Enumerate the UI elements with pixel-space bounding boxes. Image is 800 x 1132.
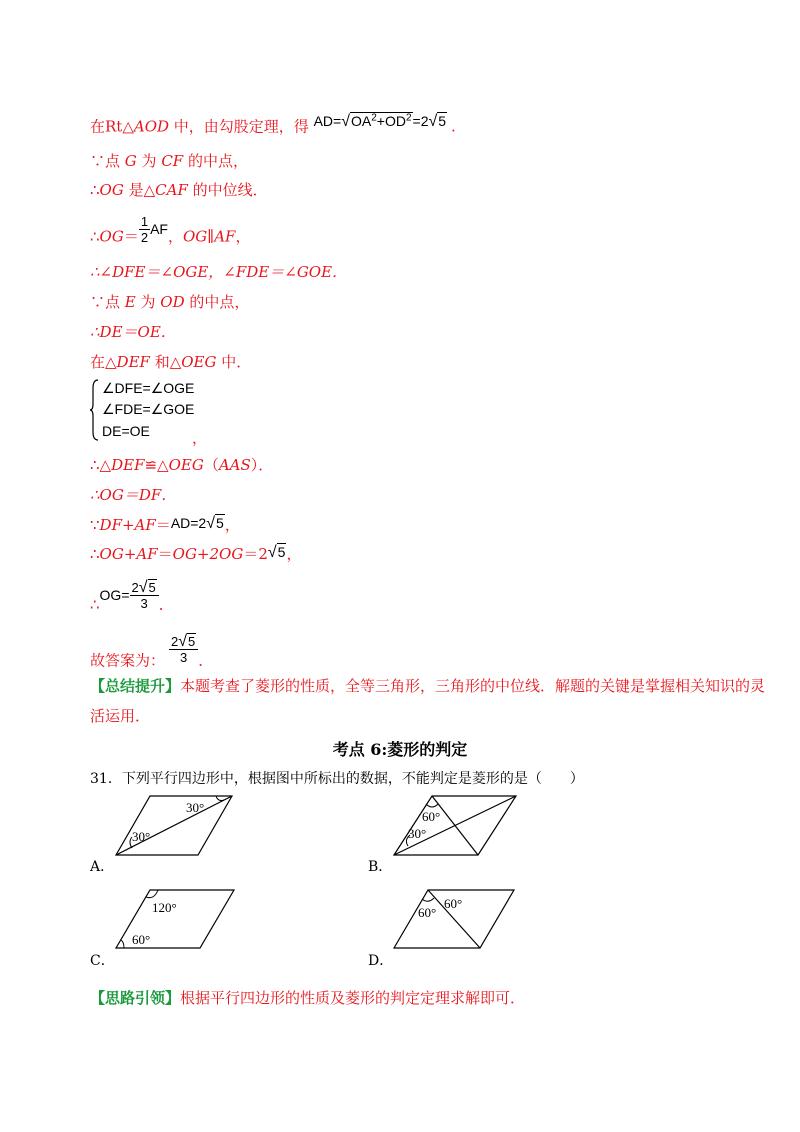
angle-label-b2: 30° — [408, 826, 427, 841]
summary-line-1: 【总结提升】本题考查了菱形的性质，全等三角形，三角形的中位线．解题的关键是掌握相关知识的灵 — [90, 677, 766, 695]
figure-b — [388, 790, 528, 862]
section-title: 考点 6:菱形的判定 — [332, 740, 468, 759]
angle-label-d1: 60° — [444, 896, 463, 911]
question-number: 31． — [90, 771, 122, 787]
option-b-label[interactable]: B． — [368, 859, 393, 875]
angle-label-c1: 120° — [152, 900, 177, 915]
equation-3: DE=OE — [102, 423, 150, 439]
fraction-answer: $\frac{2√5}{3}$ — [169, 634, 198, 665]
angle-label-b1: 60° — [422, 809, 441, 824]
pythagoras-formula: $AD=√OA^2+OD^2=2√5$ — [313, 112, 447, 130]
solution-line-6: ∵点 E 为 OD 的中点， — [90, 293, 250, 311]
solution-line-4: ∴OG＝ $\frac{1}{2}$ AF，OG∥AF， — [90, 214, 251, 246]
equation-system — [90, 378, 200, 442]
system-comma: ， — [192, 429, 208, 447]
equation-2: ∠FDE=∠GOE — [102, 401, 195, 417]
left-brace — [90, 378, 100, 442]
hint-line — [90, 988, 525, 1008]
hint-text: 根据平行四边形的性质及菱形的判定定理求解即可． — [180, 989, 526, 1007]
solution-line-11: ∵DF+AF＝AD=2√5， — [90, 515, 240, 534]
summary-tag: 【总结提升】 — [90, 677, 181, 695]
fraction-og: $\frac{2√5}{3}$ — [130, 580, 159, 611]
question-31 — [90, 768, 584, 788]
solution-line-5: ∴∠DFE＝∠OGE，∠FDE＝∠GOE． — [90, 263, 348, 281]
solution-line-13: ∴OG= $\frac{2√5}{3}$ ． — [90, 579, 174, 614]
solution-line-10: ∴OG＝DF． — [90, 486, 177, 504]
angle-label-d2: 60° — [418, 905, 437, 920]
solution-line-7: ∴DE＝OE． — [90, 323, 176, 341]
figure-d — [390, 886, 530, 954]
solution-line-12: ∴OG+AF＝OG+2OG＝2√5， — [90, 544, 302, 563]
solution-line-2: ∵点 G 为 CF 的中点， — [90, 152, 248, 170]
option-c-label[interactable]: C． — [90, 953, 115, 969]
angle-label-c2: 60° — [132, 932, 151, 947]
solution-line-3: ∴OG 是△CAF 的中位线． — [90, 181, 268, 199]
angle-label-a1: 30° — [186, 800, 205, 815]
equation-1: ∠DFE=∠OGE — [102, 380, 195, 396]
fraction-half: $\frac{1}{2}$ — [140, 214, 149, 245]
option-d-label[interactable]: D． — [368, 953, 394, 969]
figure-c — [110, 886, 240, 954]
angle-label-a2: 30° — [132, 829, 151, 844]
summary-line-2: 活运用． — [90, 707, 151, 725]
solution-line-1: 在Rt△AOD 中，由勾股定理，得 $AD=√OA^2+OD^2=2√5$ . — [90, 112, 456, 136]
hint-tag: 【思路引领】 — [90, 989, 181, 1007]
solution-line-14: 故答案为： $\frac{2√5}{3}$ ． — [90, 633, 214, 670]
option-a-label[interactable]: A． — [90, 859, 115, 875]
question-text: 下列平行四边形中，根据图中所标出的数据，不能判定是菱形的是（ ） — [121, 771, 584, 787]
figure-a — [110, 790, 240, 862]
solution-line-8: 在△DEF 和△OEG 中． — [90, 353, 252, 371]
solution-line-9: ∴△DEF≌△OEG（AAS）． — [90, 456, 274, 474]
